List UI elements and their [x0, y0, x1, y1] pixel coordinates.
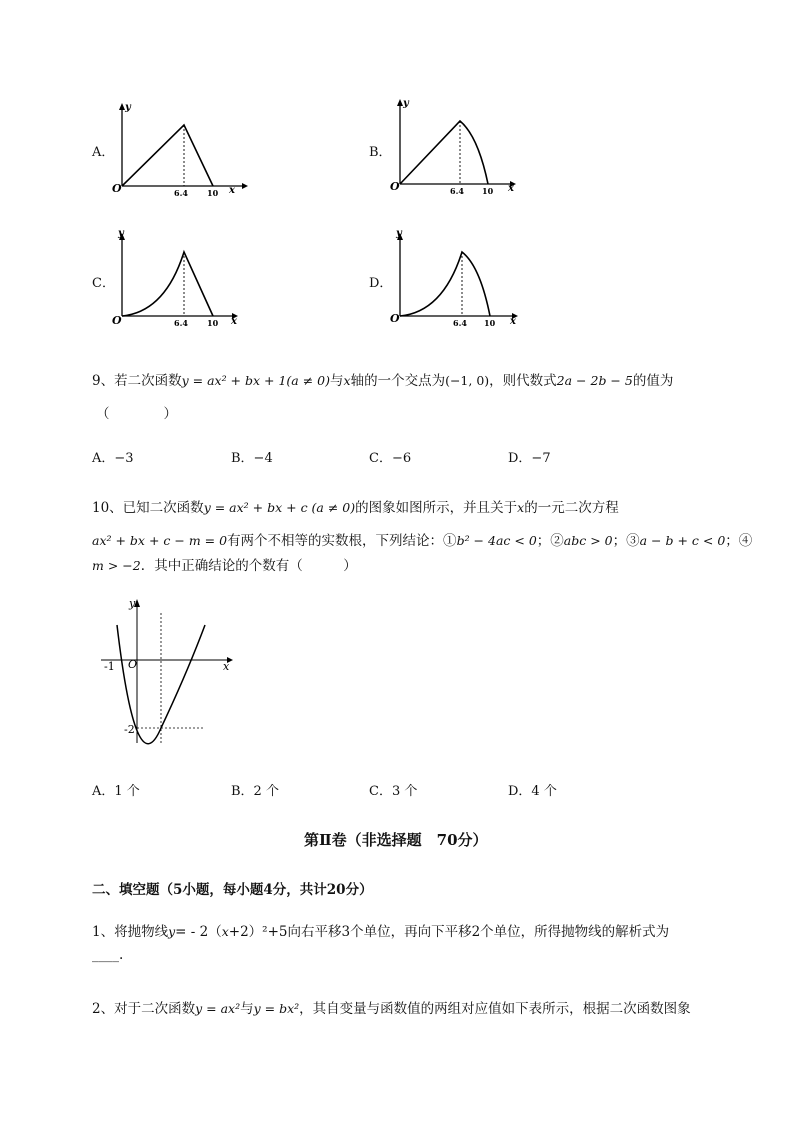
curve [400, 121, 488, 184]
tick-10: 10 [484, 318, 496, 328]
q9-text: 轴的一个交点为 [350, 373, 446, 389]
x-label: x [508, 183, 514, 194]
tick-10: 10 [207, 318, 219, 328]
q10-choice-b: B．2 个 [231, 784, 279, 799]
q10-choice-d: D．4 个 [508, 784, 557, 799]
q10-text: 的图象如图所示，并且关于 [355, 500, 518, 516]
y-label: y [125, 102, 131, 113]
q10-text: ；④ [725, 533, 753, 549]
origin-label: O [112, 182, 122, 195]
section-two-heading: 二、填空题（5小题，每小题4分，共计20分） [92, 882, 373, 898]
fill2-text: ，其自变量与函数值的两组对应值如下表所示，根据二次函数图象 [299, 1001, 691, 1017]
fill-question-2 [92, 997, 691, 1017]
q10-conclusion-3: a − b + c < 0 [639, 533, 726, 548]
q10-conclusion-1: b² − 4ac < 0 [456, 533, 537, 548]
graph-option-a [110, 98, 260, 208]
q9-function: y = ax² + bx + 1(a ≠ 0) [181, 373, 331, 388]
q10-parabola-graph [95, 593, 240, 753]
q9-choice-b: B．−4 [231, 451, 273, 466]
option-c-label: C． [92, 276, 115, 291]
fill1-yvar: y [168, 924, 176, 939]
q9-point: (−1, 0) [445, 373, 490, 388]
tick-6-4: 6.4 [450, 186, 464, 196]
q10-prefix: 10、已知二次函数 [92, 500, 204, 516]
x-axis-arrow [242, 183, 248, 189]
graph-option-b [388, 96, 538, 206]
origin-label: O [128, 658, 138, 671]
q9-expression: 2a − 2b − 5 [556, 373, 633, 388]
q10-text: 有两个不相等的实数根，下列结论：① [227, 533, 457, 549]
x-label: x [510, 316, 516, 327]
curve [122, 252, 213, 316]
q9-stem [92, 369, 673, 389]
q10-line3 [92, 554, 357, 574]
graph-option-d [388, 228, 538, 338]
q10-line2 [92, 529, 752, 549]
fill2-text: 2、对于二次函数 [92, 1001, 196, 1017]
q9-text: ，则代数式 [489, 373, 557, 389]
fill2-function-2: y = bx² [253, 1001, 300, 1016]
fill1-text: = - 2（ [175, 924, 222, 940]
q10-choice-a: A．1 个 [92, 784, 140, 799]
q10-text: 的一元二次方程 [524, 500, 619, 516]
q9-xvar: x [343, 373, 351, 388]
graph-option-c [110, 228, 260, 338]
x-label: x [223, 660, 230, 673]
origin-label: O [390, 180, 400, 193]
q10-choice-c: C．3 个 [369, 784, 418, 799]
x-label: x [229, 185, 235, 196]
q9-answer-paren: （ ） [96, 406, 177, 422]
q10-xvar: x [517, 500, 525, 515]
q10-text: ；③ [612, 533, 640, 549]
neg-two-label: -2 [124, 723, 135, 736]
q10-text: ．其中正确结论的个数有（ ） [140, 558, 357, 574]
y-label: y [403, 98, 409, 109]
fill1-answer-blank: ____. [92, 947, 124, 963]
tick-10: 10 [207, 188, 219, 198]
fill2-function-1: y = ax² [195, 1001, 241, 1016]
option-d-label: D． [369, 276, 393, 291]
fill2-text: 与 [240, 1001, 254, 1017]
q9-choice-d: D．−7 [508, 451, 551, 466]
origin-label: O [390, 312, 400, 325]
q9-choice-c: C．−6 [369, 451, 412, 466]
q10-conclusion-2: abc > 0 [563, 533, 613, 548]
fill1-text: 1、将抛物线 [92, 924, 169, 940]
fill1-text: +2）²+5向右平移3个单位，再向下平移2个单位，所得抛物线的解析式为 [228, 924, 670, 940]
origin-label: O [112, 314, 122, 327]
option-a-label: A． [92, 145, 115, 160]
tick-6-4: 6.4 [174, 318, 188, 328]
option-b-label: B． [369, 145, 392, 160]
q10-equation: ax² + bx + c − m = 0 [92, 533, 228, 548]
tick-10: 10 [482, 186, 494, 196]
y-label: y [118, 228, 124, 239]
part-two-title: 第Ⅱ卷（非选择题 70分） [304, 831, 488, 849]
curve [400, 252, 490, 316]
q10-function: y = ax² + bx + c (a ≠ 0) [203, 500, 356, 515]
tick-6-4: 6.4 [174, 188, 188, 198]
y-label: y [129, 597, 136, 610]
neg-one-label: -1 [104, 660, 115, 673]
q10-conclusion-4: m > −2 [92, 558, 141, 573]
y-label: y [396, 228, 402, 239]
q9-text: 与 [330, 373, 344, 389]
tick-6-4: 6.4 [453, 318, 467, 328]
x-label: x [231, 316, 237, 327]
fill1-xvar: x [221, 924, 229, 939]
q10-text: ；② [536, 533, 564, 549]
q9-prefix: 9、若二次函数 [92, 373, 182, 389]
curve [122, 125, 213, 186]
q10-line1 [92, 496, 619, 516]
q9-choice-a: A．−3 [92, 451, 134, 466]
q9-text: 的值为 [632, 373, 674, 389]
fill-question-1 [92, 920, 669, 940]
